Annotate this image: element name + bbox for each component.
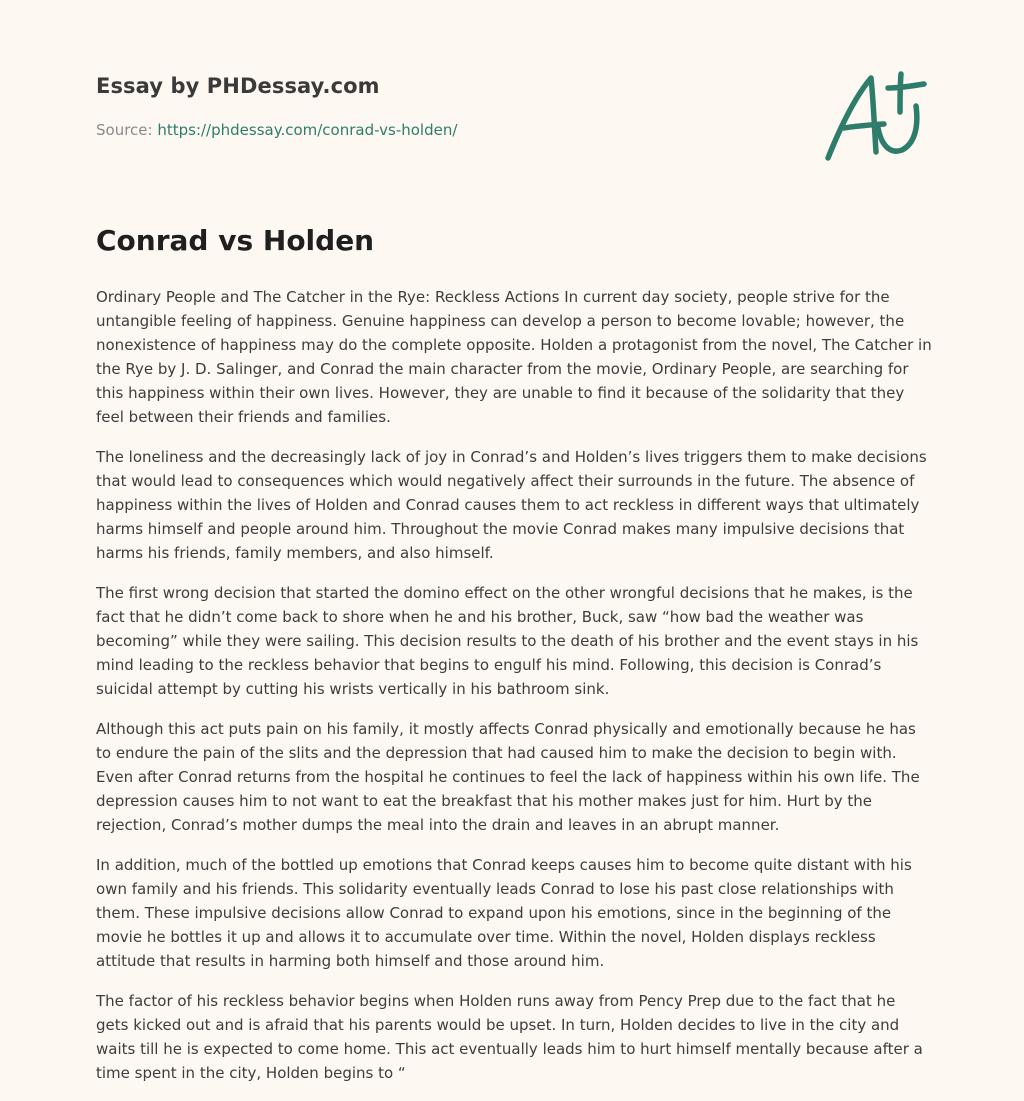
site-brand: Essay by PHDessay.com	[96, 74, 380, 98]
essay-paragraph: The loneliness and the decreasingly lack of joy in Conrad’s and Holden’s lives triggers them to make decisions that would lead to consequences which would negatively affect their surrounds in the future. The absence of happiness within the lives of Holden and Conrad causes them to act reckless in different ways that ultimately harms himself and people around him. Throughout the movie Conrad makes many impulsive decisions that harms his friends, family members, and also himself.	[96, 448, 927, 562]
page-header	[96, 74, 796, 139]
a-plus-grade-icon	[816, 62, 928, 172]
essay-title: Conrad vs Holden	[96, 224, 375, 257]
essay-body	[96, 285, 932, 1101]
essay-paragraph: Ordinary People and The Catcher in the Rye: Reckless Actions In current day society, people strive for the untangible feeling of happiness. Genuine happiness can develop a person to become lovable; however, the nonexistence of happiness may do the complete opposite. Holden a protagonist from the novel, The Catcher in the Rye by J. D. Salinger, and Conrad the main character from the movie, Ordinary People, are searching for this happiness within their own lives. However, they are unable to find it because of the solidarity that they feel between their friends and families.	[96, 288, 932, 426]
source-label: Source:	[96, 121, 158, 139]
essay-paragraph: In addition, much of the bottled up emotions that Conrad keeps causes him to become quite distant with his own family and his friends. This solidarity eventually leads Conrad to lose his past close relationships with them. These impulsive decisions allow Conrad to expand upon his emotions, since in the beginning of the movie he bottles it up and allows it to accumulate over time. Within the novel, Holden displays reckless attitude that results in harming both himself and those around him.	[96, 856, 912, 970]
essay-paragraph: The first wrong decision that started the domino effect on the other wrongful decisions that he makes, is the fact that he didn’t come back to shore when he and his brother, Buck, saw “how bad the weather was becoming” while they were sailing. This decision results to the death of his brother and the event stays in his mind leading to the reckless behavior that begins to engulf his mind. Following, this decision is Conrad’s suicidal attempt by cutting his wrists vertically in his bathroom sink.	[96, 584, 919, 698]
source-link[interactable]: https://phdessay.com/conrad-vs-holden/	[157, 121, 458, 139]
essay-paragraph: Although this act puts pain on his family, it mostly affects Conrad physically and emotionally because he has to endure the pain of the slits and the depression that had caused him to make the decision to begin with. Even after Conrad returns from the hospital he continues to feel the lack of happiness within his own life. The depression causes him to not want to eat the breakfast that his mother makes just for him. Hurt by the rejection, Conrad’s mother dumps the meal into the drain and leaves in an abrupt manner.	[96, 720, 920, 834]
source-line	[96, 121, 796, 139]
essay-paragraph: The factor of his reckless behavior begins when Holden runs away from Pency Prep due to the fact that he gets kicked out and is afraid that his parents would be upset. In turn, Holden decides to live in the city and waits till he is expected to come home. This act eventually leads him to hurt himself mentally because after a time spent in the city, Holden begins to “	[96, 992, 923, 1082]
